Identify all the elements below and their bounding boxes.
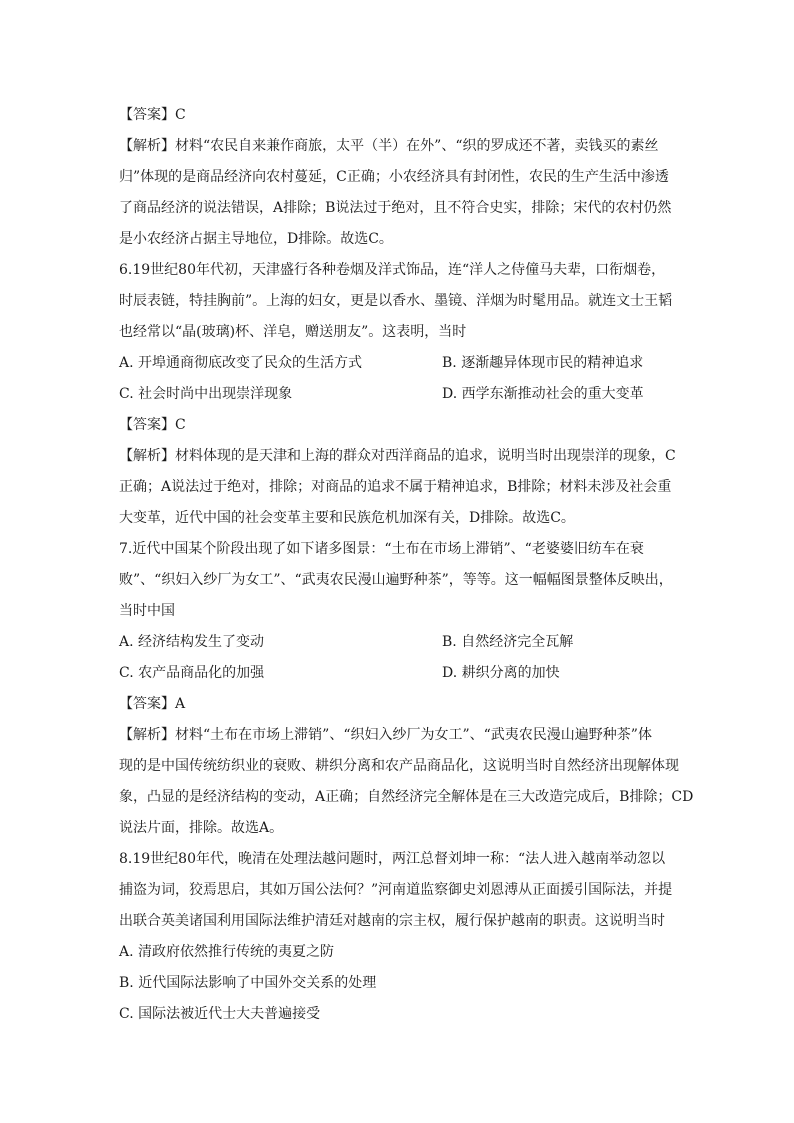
- q7-analysis-line: 现的是中国传统纺织业的衰败、耕织分离和农产品商品化，这说明当时自然经济出现解体现: [119, 758, 679, 774]
- q5-analysis-line: 了商品经济的说法错误，A排除；B说法过于绝对，且不符合史实，排除；宋代的农村仍然: [119, 200, 672, 216]
- document-page: [119, 100, 694, 1030]
- q7-option-b: B. 自然经济完全瓦解: [442, 634, 574, 650]
- q5-analysis-line: 归”体现的是商品经济向农村蔓延，C正确；小农经济具有封闭性，农民的生产生活中渗透: [119, 169, 669, 185]
- q6-stem-line: 6.19世纪80年代初，天津盛行各种卷烟及洋式饰品，连“洋人之侍僮马夫辈，口衔烟卷，: [119, 262, 666, 278]
- q6-stem-line: 时辰表链，特挂胸前”。上海的妇女，更是以香水、墨镜、洋烟为时髦用品。就连文士王韬: [119, 293, 673, 309]
- q6-options: [119, 348, 679, 410]
- q7-stem-line: 7.近代中国某个阶段出现了如下诸多图景：“土布在市场上滞销”、“老婆婆旧纺车在衰: [119, 541, 644, 557]
- q8-option-c: C. 国际法被近代士大夫普遍接受: [119, 1006, 321, 1022]
- q7-option-c: C. 农产品商品化的加强: [119, 665, 265, 681]
- q6-analysis-line: 【解析】材料体现的是天津和上海的群众对西洋商品的追求，说明当时出现崇洋的现象，C: [119, 448, 676, 464]
- q7-answer: 【答案】A: [119, 696, 186, 712]
- q7-stem-line: 当时中国: [119, 603, 175, 619]
- q6-answer: 【答案】C: [119, 417, 186, 433]
- q7-option-a: A. 经济结构发生了变动: [119, 634, 265, 650]
- q7-stem-line: 败”、“织妇入纱厂为女工”、“武夷农民漫山遍野种茶”，等等。这一幅幅图景整体反映出，: [119, 572, 673, 588]
- q6-option-b: B. 逐渐趣异体现市民的精神追求: [442, 355, 644, 371]
- q6-option-c: C. 社会时尚中出现崇洋现象: [119, 386, 293, 402]
- q6-stem-line: 也经常以“晶(玻璃)杯、洋皂，赠送朋友”。这表明，当时: [119, 324, 467, 340]
- q7-analysis-line: 说法片面，排除。故选A。: [119, 820, 284, 836]
- q8-option-b: B. 近代国际法影响了中国外交关系的处理: [119, 975, 377, 991]
- q8-stem-line: 8.19世纪80年代，晚清在处理法越问题时，两江总督刘坤一称：“法人进入越南举动忽以: [119, 851, 666, 867]
- q6-analysis-line: 大变革，近代中国的社会变革主要和民族危机加深有关，D排除。故选C。: [119, 510, 575, 526]
- q5-analysis-line: 是小农经济占据主导地位，D排除。故选C。: [119, 231, 393, 247]
- q7-options: [119, 627, 679, 689]
- q8-stem-line: 捕盗为词，狡焉思启，其如万国公法何？”河南道监察御史刘恩溥从正面援引国际法，并提: [119, 882, 673, 898]
- q5-answer: 【答案】C: [119, 107, 186, 123]
- q6-option-a: A. 开埠通商彻底改变了民众的生活方式: [119, 355, 363, 371]
- q7-analysis-line: 象，凸显的是经济结构的变动，A正确；自然经济完全解体是在三大改造完成后，B排除；CD: [119, 789, 694, 805]
- q8-option-a: A. 清政府依然推行传统的夷夏之防: [119, 944, 335, 960]
- q7-option-d: D. 耕织分离的加快: [442, 665, 560, 681]
- q7-analysis-line: 【解析】材料“土布在市场上滞销”、“织妇入纱厂为女工”、“武夷农民漫山遍野种茶”体: [119, 727, 652, 743]
- q6-analysis-line: 正确；A说法过于绝对，排除；对商品的追求不属于精神追求，B排除；材料未涉及社会重: [119, 479, 672, 495]
- q6-option-d: D. 西学东渐推动社会的重大变革: [442, 386, 644, 402]
- q8-stem-line: 出联合英美诸国利用国际法维护清廷对越南的宗主权，履行保护越南的职责。这说明当时: [119, 913, 665, 929]
- q5-analysis-line: 【解析】材料“农民自来兼作商旅，太平（半）在外”、“织的罗成还不著，卖钱买的素丝: [119, 138, 659, 154]
